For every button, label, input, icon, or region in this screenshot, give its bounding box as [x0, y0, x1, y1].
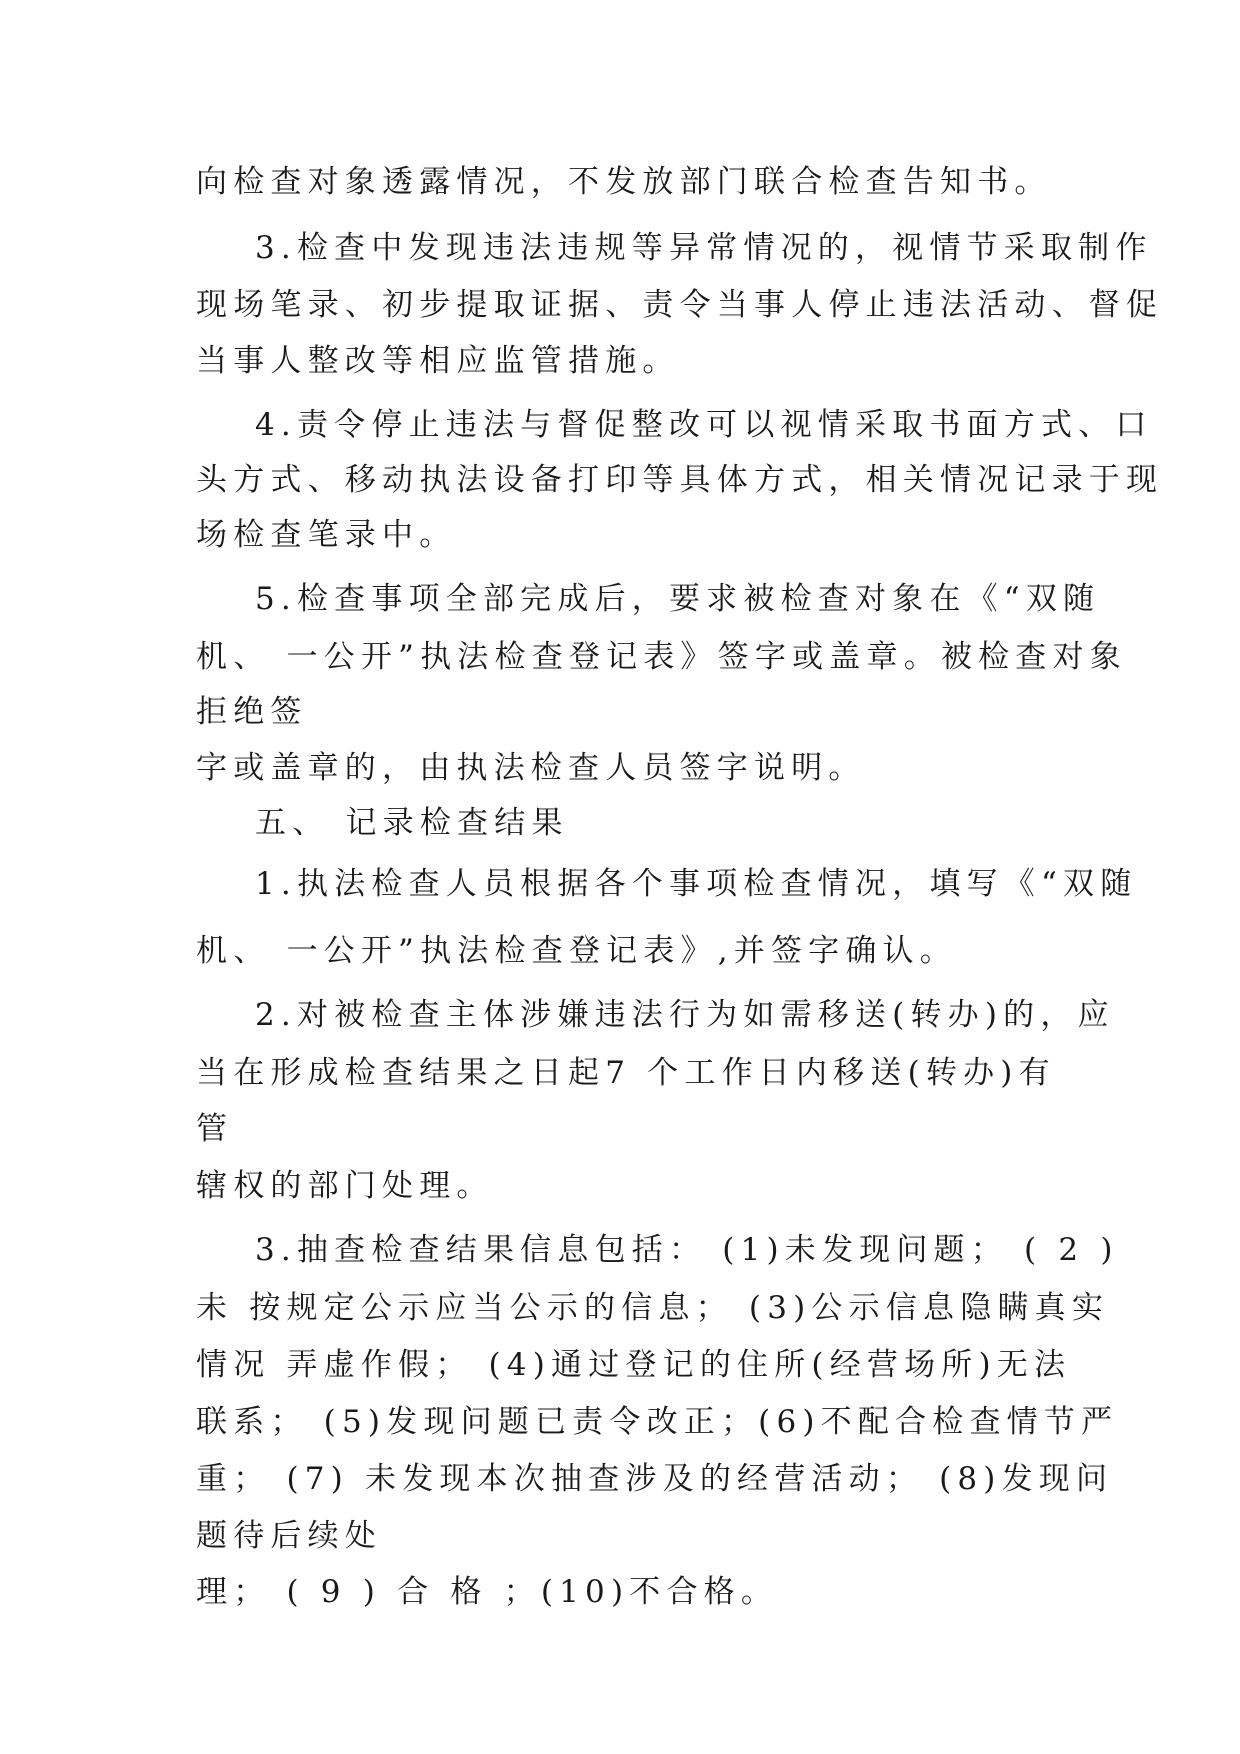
body-line: 管	[196, 1111, 234, 1147]
body-line: 机、 一公开”执法检查登记表》签字或盖章。被检查对象	[196, 639, 1127, 675]
body-line: 字或盖章的，由执法检查人员签字说明。	[196, 750, 866, 786]
body-line: 4.责令停止违法与督促整改可以视情采取书面方式、口	[255, 407, 1153, 443]
body-line: 3.抽查检查结果信息包括： (1)未发现问题； ( 2 )	[255, 1232, 1119, 1268]
body-line: 当事人整改等相应监管措施。	[196, 343, 680, 379]
body-line: 当在形成检查结果之日起7 个工作日内移送(转办)有	[196, 1055, 1056, 1091]
body-line: 联系； (5)发现问题已责令改正；(6)不配合检查情节严	[196, 1404, 1119, 1440]
body-line: 机、 一公开”执法检查登记表》,并签字确认。	[196, 933, 957, 969]
body-line: 题待后续处	[196, 1518, 382, 1554]
body-line: 拒绝签	[196, 694, 308, 730]
body-line: 2.对被检查主体涉嫌违法行为如需移送(转办)的，应	[255, 997, 1115, 1033]
body-line: 理； ( 9 ) 合 格 ；(10)不合格。	[196, 1574, 779, 1610]
body-line: 1.执法检查人员根据各个事项检查情况，填写《“双随	[255, 866, 1138, 902]
body-line: 头方式、移动执法设备打印等具体方式，相关情况记录于现	[196, 462, 1164, 498]
body-line: 未 按规定公示应当公示的信息； (3)公示信息隐瞒真实	[196, 1290, 1110, 1326]
body-line: 情况 弄虚作假； (4)通过登记的住所(经营场所)无法	[196, 1347, 1072, 1383]
body-line: 向检查对象透露情况，不发放部门联合检查告知书。	[196, 164, 1052, 200]
body-line: 重； (7) 未发现本次抽查涉及的经营活动； (8)发现问	[196, 1461, 1114, 1497]
body-line: 场检查笔录中。	[196, 517, 457, 553]
body-line: 辖权的部门处理。	[196, 1168, 494, 1204]
body-line: 现场笔录、初步提取证据、责令当事人停止违法活动、督促	[196, 287, 1164, 323]
section-heading: 五、 记录检查结果	[255, 805, 569, 841]
body-line: 5.检查事项全部完成后，要求被检查对象在《“双随	[255, 581, 1101, 617]
body-line: 3.检查中发现违法违规等异常情况的，视情节采取制作	[255, 230, 1153, 266]
